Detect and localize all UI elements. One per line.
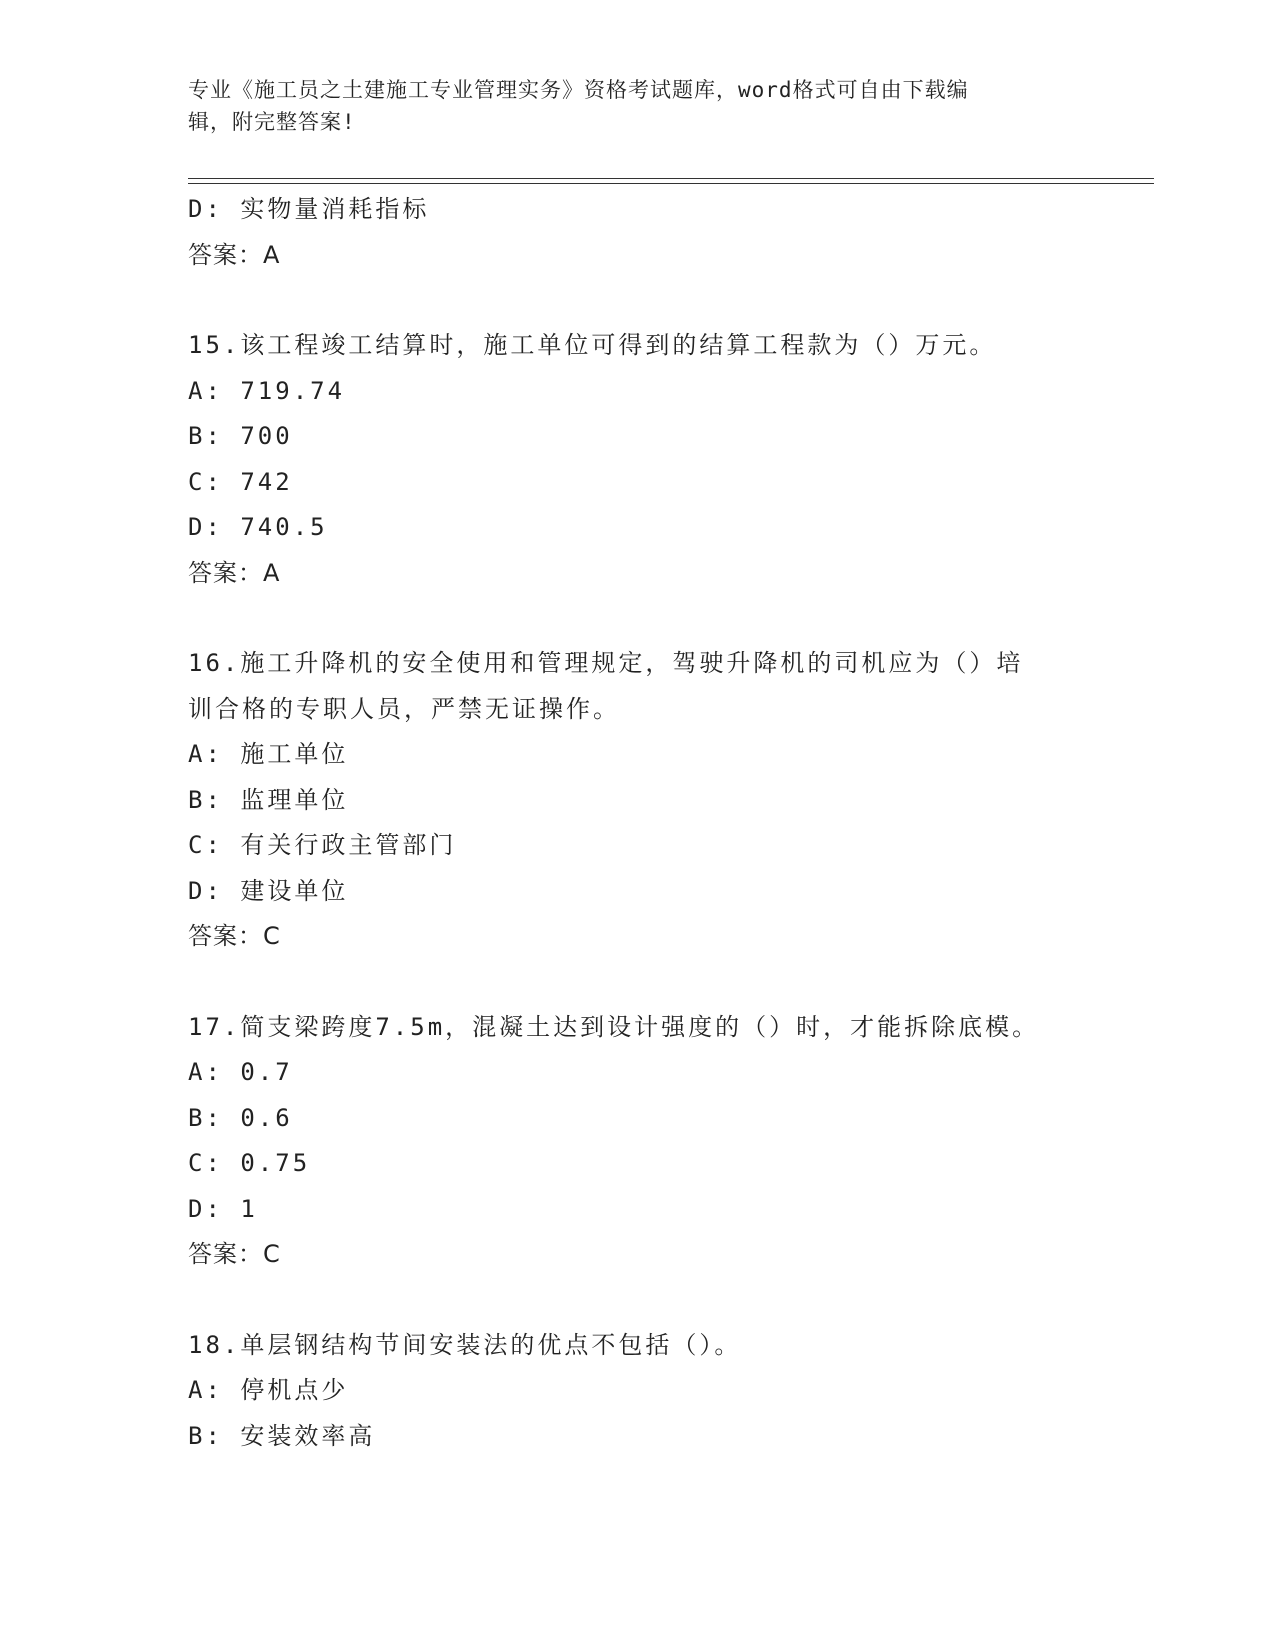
option-b: B: 0.6 xyxy=(188,1103,293,1132)
option-c: C: 0.75 xyxy=(188,1149,311,1177)
option-c: C: 有关行政主管部门 xyxy=(188,831,457,859)
question-stem: 17.简支梁跨度7.5m，混凝土达到设计强度的（）时，才能拆除底模。 xyxy=(188,1012,1040,1041)
question-stem: 15.该工程竣工结算时，施工单位可得到的结算工程款为（）万元。 xyxy=(188,331,997,359)
question-stem: 18.单层钢结构节间安装法的优点不包括（）。 xyxy=(188,1330,742,1359)
answer: 答案：A xyxy=(188,240,281,269)
option-b: B: 监理单位 xyxy=(188,785,349,814)
option-a: A: 施工单位 xyxy=(188,740,349,768)
question-18 xyxy=(188,1323,1138,1460)
question-list xyxy=(188,187,1138,1459)
option-a: A: 停机点少 xyxy=(188,1376,349,1404)
header-divider-bottom xyxy=(188,183,1154,184)
question-15 xyxy=(188,323,1138,596)
option-a: A: 719.74 xyxy=(188,376,346,405)
option-d: D: 1 xyxy=(188,1194,258,1223)
answer: 答案：C xyxy=(188,1240,281,1268)
option-d: D: 740.5 xyxy=(188,513,328,541)
document-header xyxy=(188,74,1088,138)
question-16 xyxy=(188,641,1138,960)
answer: 答案：C xyxy=(188,922,281,950)
option-c: C: 742 xyxy=(188,467,293,496)
question-stem-line-1: 16.施工升降机的安全使用和管理规定，驾驶升降机的司机应为（）培 xyxy=(188,649,1024,677)
option-a: A: 0.7 xyxy=(188,1058,293,1086)
question-17 xyxy=(188,1005,1138,1278)
header-divider-top xyxy=(188,178,1154,179)
header-line-2: 辑，附完整答案! xyxy=(188,110,356,134)
answer: 答案：A xyxy=(188,558,281,587)
option-b: B: 700 xyxy=(188,422,293,450)
question-stem-line-2: 训合格的专职人员，严禁无证操作。 xyxy=(188,694,620,723)
option-d: D: 实物量消耗指标 xyxy=(188,195,430,223)
previous-question-tail xyxy=(188,187,1138,278)
option-b: B: 安装效率高 xyxy=(188,1421,376,1450)
header-line-1: 专业《施工员之土建施工专业管理实务》资格考试题库，word格式可自由下载编 xyxy=(188,78,969,102)
option-d: D: 建设单位 xyxy=(188,876,349,905)
